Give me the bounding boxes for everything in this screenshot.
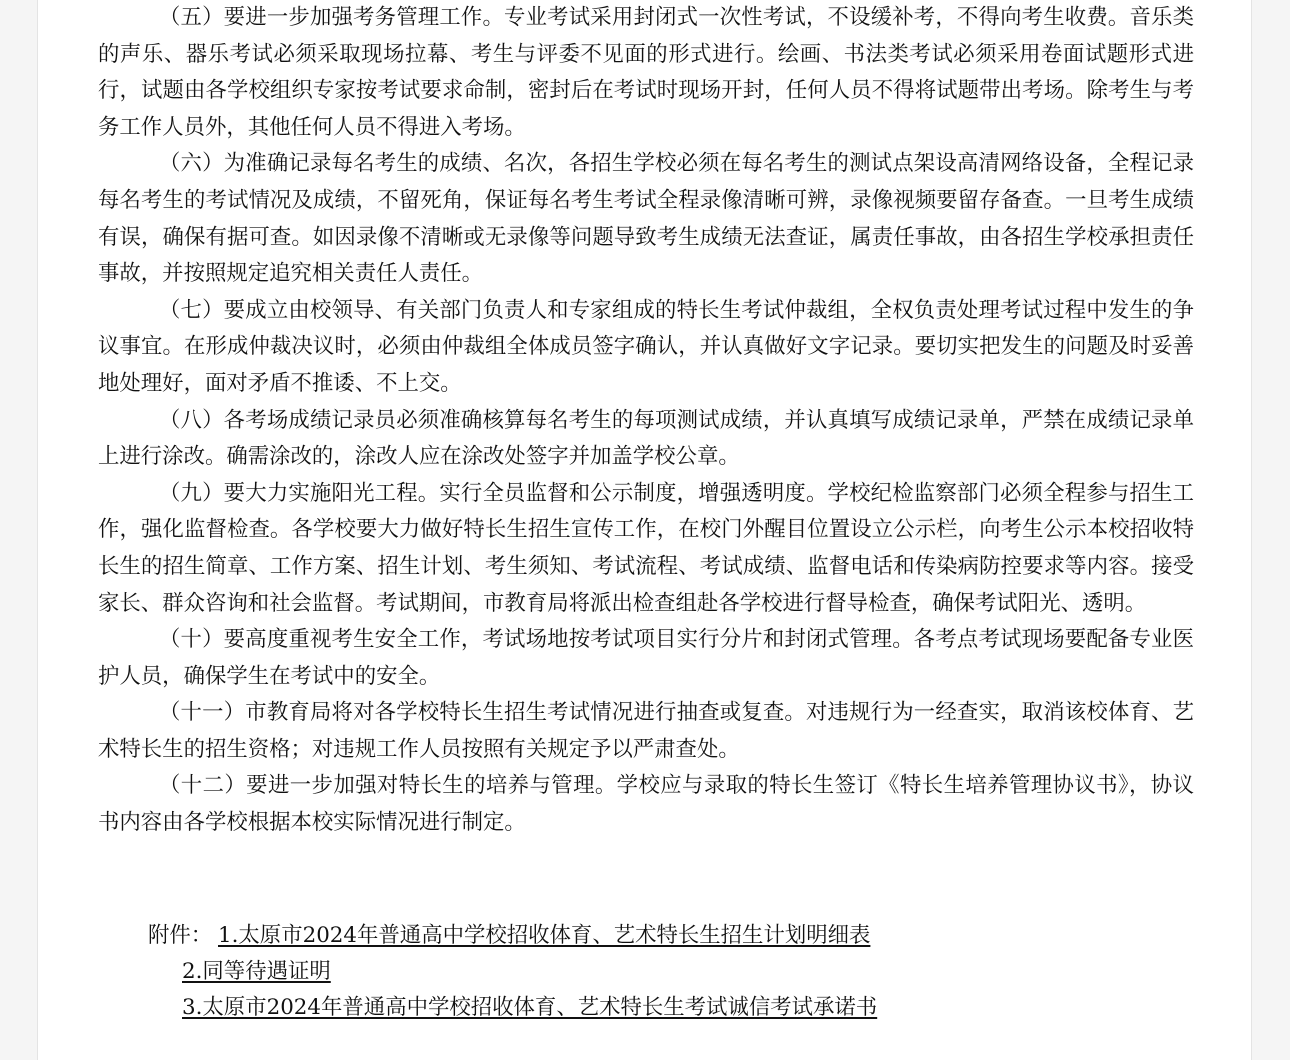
paragraph-8: （八）各考场成绩记录员必须准确核算每名考生的每项测试成绩，并认真填写成绩记录单，严禁在成绩记录单上进行涂改。确需涂改的，涂改人应在涂改处签字并加盖学校公章。 [98,407,1194,470]
paragraph-6: （六）为准确记录每名考生的成绩、名次，各招生学校必须在每名考生的测试点架设高清网络设备，全程记录每名考生的考试情况及成绩，不留死角，保证每名考生考试全程录像清晰可辨，录像视频要留存备查。一旦考生成绩有误，确保有据可查。如因录像不清晰或无录像等问题导致考生成绩无法查证，属责任事故，由各招生学校承担责任事故，并按照规定追究相关责任人责任。 [98,151,1194,287]
attachment-row-1 [148,918,1148,954]
paragraph-10: （十）要高度重视考生安全工作，考试场地按考试项目实行分片和封闭式管理。各考点考试现场要配备专业医护人员，确保学生在考试中的安全。 [98,627,1194,689]
attachment-row-3 [148,990,1148,1026]
attachment-link-3[interactable]: 3.太原市2024年普通高中学校招收体育、艺术特长生考试诚信考试承诺书 [182,995,878,1020]
attachment-link-2[interactable]: 2.同等待遇证明 [182,959,331,984]
attachments-section [148,918,1148,1026]
document-page [37,0,1252,1060]
attachment-row-2 [148,954,1148,990]
paragraph-12: （十二）要进一步加强对特长生的培养与管理。学校应与录取的特长生签订《特长生培养管理协议书》，协议书内容由各学校根据本校实际情况进行制定。 [98,773,1194,836]
attachments-label: 附件： [148,923,213,948]
attachment-link-1[interactable]: 1.太原市2024年普通高中学校招收体育、艺术特长生招生计划明细表 [218,923,871,948]
paragraph-11: （十一）市教育局将对各学校特长生招生考试情况进行抽查或复查。对违规行为一经查实，取消该校体育、艺术特长生的招生资格；对违规工作人员按照有关规定予以严肃查处。 [98,700,1194,762]
paragraph-5: （五）要进一步加强考务管理工作。专业考试采用封闭式一次性考试，不设缓补考，不得向考生收费。音乐类的声乐、器乐考试必须采取现场拉幕、考生与评委不见面的形式进行。绘画、书法类考试必须采用卷面试题形式进行，试题由各学校组织专家按考试要求命制，密封后在考试时现场开封，任何人员不得将试题带出考场。除考生与考务工作人员外，其他任何人员不得进入考场。 [98,5,1194,140]
paragraph-9: （九）要大力实施阳光工程。实行全员监督和公示制度，增强透明度。学校纪检监察部门必须全程参与招生工作，强化监督检查。各学校要大力做好特长生招生宣传工作，在校门外醒目位置设立公示栏，向考生公示本校招收特长生的招生简章、工作方案、招生计划、考生须知、考试流程、考试成绩、监督电话和传染病防控要求等内容。接受家长、群众咨询和社会监督。考试期间，市教育局将派出检查组赴各学校进行督导检查，确保考试阳光、透明。 [98,480,1194,616]
paragraph-7: （七）要成立由校领导、有关部门负责人和专家组成的特长生考试仲裁组，全权负责处理考试过程中发生的争议事宜。在形成仲裁决议时，必须由仲裁组全体成员签字确认，并认真做好文字记录。要切实把发生的问题及时妥善地处理好，面对矛盾不推诿、不上交。 [98,297,1194,396]
document-body [98,0,1194,842]
